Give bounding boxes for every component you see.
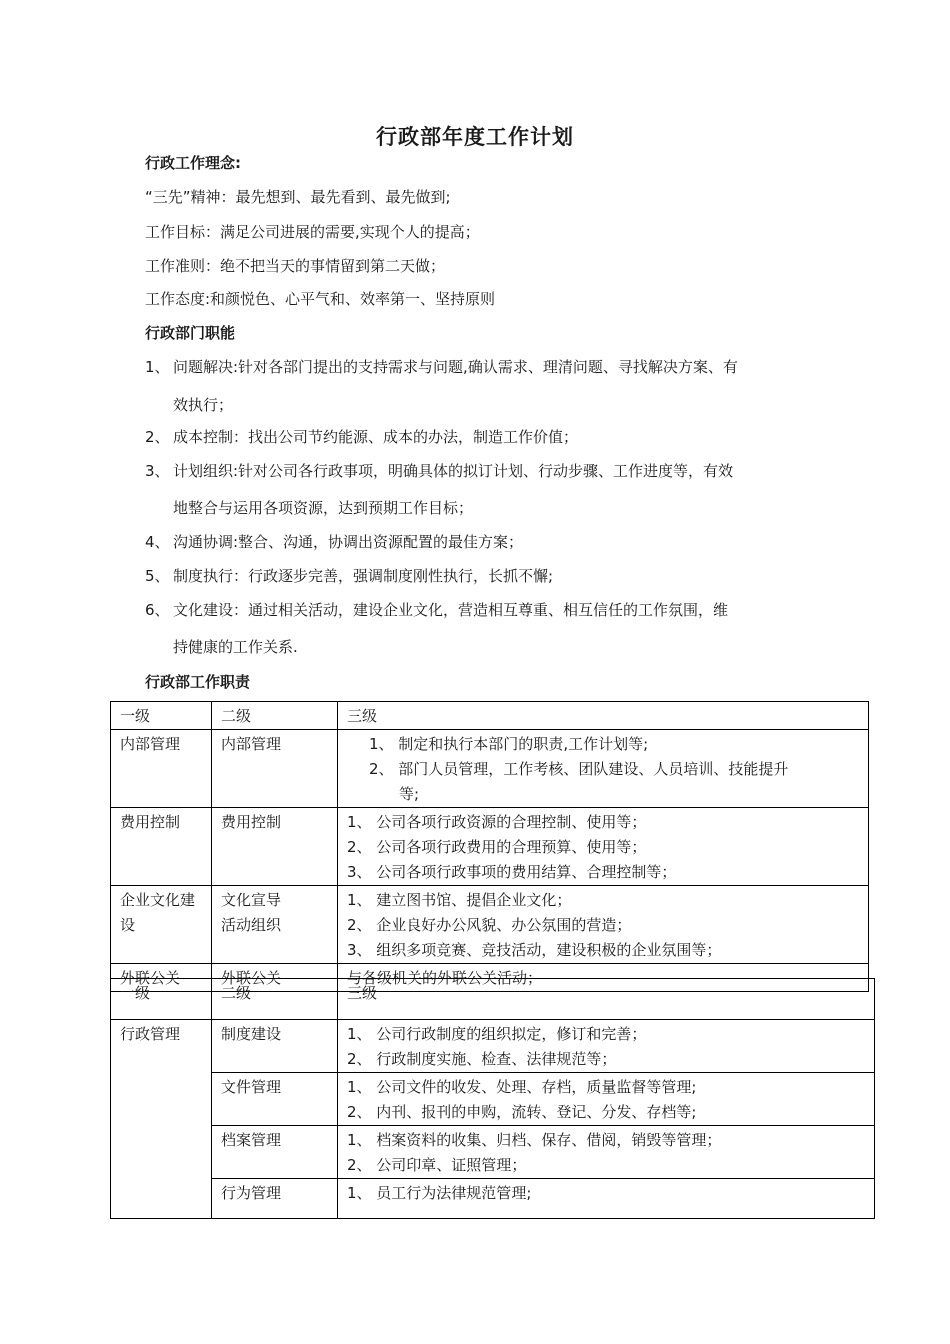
function-item-text: 文化建设：通过相关活动，建设企业文化，营造相互尊重、相互信任的工作氛围，维 <box>173 601 729 619</box>
level3-cell <box>338 1020 875 1073</box>
level3-line: 2、 公司印章、证照管理； <box>347 1156 527 1174</box>
level3-line: 1、 员工行为法律规范管理; <box>347 1184 532 1202</box>
concept-line: 工作态度:和颜悦色、心平气和、效率第一、坚持原则 <box>145 290 496 308</box>
duties-heading: 行政部工作职责 <box>145 673 251 691</box>
duties-table-2 <box>110 978 875 1219</box>
level3-cell <box>338 1126 875 1179</box>
function-item-number: 3、 <box>145 462 170 480</box>
function-item-text-continued: 持健康的工作关系. <box>173 638 298 656</box>
level2-cell: 内部管理 <box>212 730 338 808</box>
table-row <box>111 730 869 808</box>
document-title: 行政部年度工作计划 <box>376 125 574 149</box>
level2-cell: 费用控制 <box>212 808 338 886</box>
level3-line: 1、 公司行政制度的组织拟定，修订和完善； <box>347 1025 647 1043</box>
function-item-text: 问题解决:针对各部门提出的支持需求与问题,确认需求、理清问题、寻找解决方案、有 <box>173 358 738 376</box>
function-item-text-continued: 效执行； <box>173 396 234 414</box>
level2-line: 文化宣导 <box>221 891 282 909</box>
header-cell-level1: 一级 <box>111 979 212 1020</box>
level1-cell: 企业文化建设 <box>111 886 212 964</box>
level3-line: 1、 公司各项行政资源的合理控制、使用等； <box>347 813 647 831</box>
level1-cell: 外联公关 <box>111 964 212 992</box>
function-item-number: 1、 <box>145 358 170 376</box>
concept-line: 工作准则：绝不把当天的事情留到第二天做； <box>145 257 446 275</box>
header-cell-level1: 一级 <box>111 702 212 730</box>
function-item-number: 6、 <box>145 601 170 619</box>
function-item-text: 制度执行：行政逐步完善，强调制度刚性执行，长抓不懈; <box>173 567 554 585</box>
duties-table-1 <box>110 701 869 992</box>
level3-cell <box>338 1179 875 1219</box>
level2-cell: 文件管理 <box>212 1073 338 1126</box>
header-cell-level3: 三级 <box>338 702 869 730</box>
level3-line: 2、 部门人员管理，工作考核、团队建设、人员培训、技能提升 <box>369 760 789 778</box>
function-item-number: 2、 <box>145 428 170 446</box>
level2-cell: 行为管理 <box>212 1179 338 1219</box>
function-item-text: 沟通协调:整合、沟通，协调出资源配置的最佳方案； <box>173 533 524 551</box>
table-row <box>111 1179 875 1219</box>
concept-line: 工作目标：满足公司进展的需要,实现个人的提高； <box>145 223 480 241</box>
level3-line: 3、 组织多项竞赛、竞技活动，建设积极的企业氛围等； <box>347 941 722 959</box>
table-header-row <box>111 979 875 1020</box>
header-cell-level3: 三级 <box>338 979 875 1020</box>
level2-line: 活动组织 <box>221 916 282 934</box>
level3-cell <box>338 730 869 808</box>
function-item-number: 5、 <box>145 567 170 585</box>
function-item-text: 计划组织:针对公司各行政事项，明确具体的拟订计划、行动步骤、工作进度等，有效 <box>173 462 734 480</box>
table-row <box>111 1073 875 1126</box>
level2-cell <box>212 886 338 964</box>
table-row <box>111 1020 875 1073</box>
table-row <box>111 1126 875 1179</box>
table-header-row <box>111 702 869 730</box>
level3-line: 1、 档案资料的收集、归档、保存、借阅，销毁等管理； <box>347 1131 722 1149</box>
level1-cell: 费用控制 <box>111 808 212 886</box>
level1-cell: 行政管理 <box>111 1020 212 1219</box>
functions-heading: 行政部门职能 <box>145 324 236 342</box>
function-item-text-continued: 地整合与运用各项资源，达到预期工作目标； <box>173 499 474 517</box>
concept-line: “三先”精神：最先想到、最先看到、最先做到; <box>145 188 451 206</box>
level3-cell <box>338 808 869 886</box>
level3-cell <box>338 886 869 964</box>
level3-line: 3、 公司各项行政事项的费用结算、合理控制等； <box>347 863 677 881</box>
level3-line: 2、 内刊、报刊的申购，流转、登记、分发、存档等; <box>347 1103 697 1121</box>
header-cell-level2: 二级 <box>212 979 338 1020</box>
level3-line: 2、 公司各项行政费用的合理预算、使用等； <box>347 838 647 856</box>
function-item-number: 4、 <box>145 533 170 551</box>
level3-line: 等; <box>399 785 420 803</box>
table-row <box>111 808 869 886</box>
level2-cell: 外联公关 <box>212 964 338 992</box>
level3-cell <box>338 1073 875 1126</box>
table-row <box>111 886 869 964</box>
concept-heading: 行政工作理念: <box>145 154 241 172</box>
level3-line: 1、 建立图书馆、提倡企业文化； <box>347 891 572 909</box>
level2-cell: 档案管理 <box>212 1126 338 1179</box>
level3-line: 1、 公司文件的收发、处理、存档，质量监督等管理; <box>347 1078 697 1096</box>
level3-line: 2、 行政制度实施、检查、法律规范等； <box>347 1050 617 1068</box>
header-cell-level2: 二级 <box>212 702 338 730</box>
level3-line: 1、 制定和执行本部门的职责,工作计划等; <box>369 735 649 753</box>
level1-cell: 内部管理 <box>111 730 212 808</box>
level2-cell: 制度建设 <box>212 1020 338 1073</box>
function-item-text: 成本控制：找出公司节约能源、成本的办法，制造工作价值； <box>173 428 579 446</box>
level3-line: 与各级机关的外联公关活动； <box>347 969 543 987</box>
level3-line: 2、 企业良好办公风貌、办公氛围的营造； <box>347 916 632 934</box>
